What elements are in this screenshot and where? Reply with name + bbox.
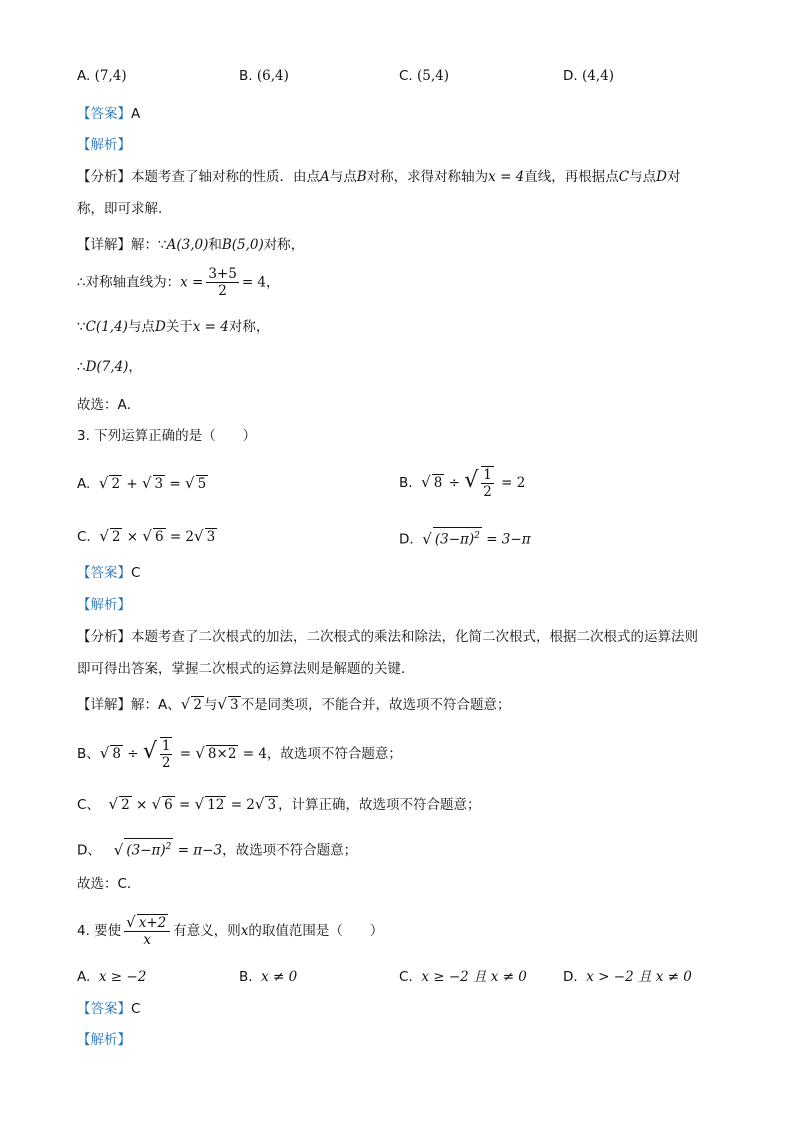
q3-choose: 故选：C． — [77, 876, 141, 892]
option-value: (5,4) — [417, 68, 450, 84]
fraction: $\frac{√ x+2}{x}$ — [124, 914, 170, 948]
option-label: A. — [77, 68, 91, 84]
q2-fenxi-line2: 称，即可求解． — [77, 201, 172, 217]
q2-analysis-heading: 【解析】 — [77, 137, 131, 153]
q3-detail-b: B、√ 8 ÷ √ $\frac{1}{2}$ = √ 8×2 = 4，故选项不符合题意； — [77, 738, 402, 771]
q3-option-c: C. √ 2 × √ 6 = 2√ 3 — [77, 527, 216, 545]
q2-fenxi-line1: 【分析】本题考查了轴对称的性质．由点A与点B对称，求得对称轴为x = 4直线，再根据点C与点D对 — [77, 169, 681, 185]
option-value: (6,4) — [256, 68, 289, 84]
option-label: C. — [399, 68, 413, 84]
q3-option-a: A. √ 2 + √ 3 = √ 5 — [77, 474, 207, 492]
q2-detail-line1: 【详解】解：∵A(3,0)和B(5,0)对称， — [77, 237, 305, 253]
q3-fenxi-line1: 【分析】本题考查了二次根式的加法，二次根式的乘法和除法，化简二次根式，根据二次根式的运算法则 — [77, 629, 698, 645]
q4-option-b: B. x ≠ 0 — [239, 969, 298, 985]
option-value: (7,4) — [94, 68, 127, 84]
q2-answer: 【答案】A — [77, 106, 141, 122]
q3-detail-a: 【详解】解：A、√ 2 与√ 3 不是同类项，不能合并，故选项不符合题意； — [77, 695, 511, 713]
q2-detail-line3: ∵C(1,4)与点D关于x = 4对称， — [77, 319, 270, 335]
q2-detail-line2: ∴对称轴直线为：x = $\frac{3+5}{2}$ = 4， — [77, 266, 280, 299]
fraction: $\frac{3+5}{2}$ — [208, 266, 237, 299]
q3-analysis-heading: 【解析】 — [77, 597, 131, 613]
q2-option-a — [77, 67, 127, 85]
fraction: $\frac{1}{2}$ — [161, 738, 171, 771]
q4-option-c: C. x ≥ −2 且 x ≠ 0 — [399, 969, 527, 985]
q3-option-b: B. √ 8 ÷ √ $\frac{1}{2}$ = 2 — [399, 467, 526, 500]
q3-fenxi-line2: 即可得出答案，掌握二次根式的运算法则是解题的关键． — [77, 661, 415, 677]
q2-option-b — [239, 67, 289, 85]
q4-stem: 4. 要使 $\frac{√ x+2}{x}$ 有意义，则x的取值范围是（ ） — [77, 913, 384, 948]
q2-choose: 故选：A． — [77, 397, 141, 413]
q4-answer: 【答案】C — [77, 1001, 141, 1017]
q3-stem: 3. 下列运算正确的是（ ） — [77, 428, 257, 444]
option-value: (4,4) — [581, 68, 614, 84]
fraction: $\frac{1}{2}$ — [483, 467, 492, 500]
q2-option-d — [563, 67, 614, 85]
q3-detail-d: D、 √ $(3-\pi)^2 = \pi-3$，故选项不符合题意； — [77, 838, 357, 860]
q3-option-d: D. √ $(3-\pi)^2 = 3-\pi$ — [399, 527, 531, 549]
q2-detail-line4: ∴D(7,4)， — [77, 359, 142, 375]
option-label: B. — [239, 68, 253, 84]
q4-option-a: A. x ≥ −2 — [77, 969, 147, 985]
q3-answer: 【答案】C — [77, 565, 141, 581]
option-label: D. — [563, 68, 578, 84]
q4-analysis-heading: 【解析】 — [77, 1032, 131, 1048]
q2-option-c — [399, 67, 449, 85]
q3-detail-c: C、 √ 2 × √ 6 = √ 12 = 2√ 3 ，计算正确，故选项不符合题意； — [77, 795, 481, 813]
q4-option-d: D. x > −2 且 x ≠ 0 — [563, 969, 692, 985]
